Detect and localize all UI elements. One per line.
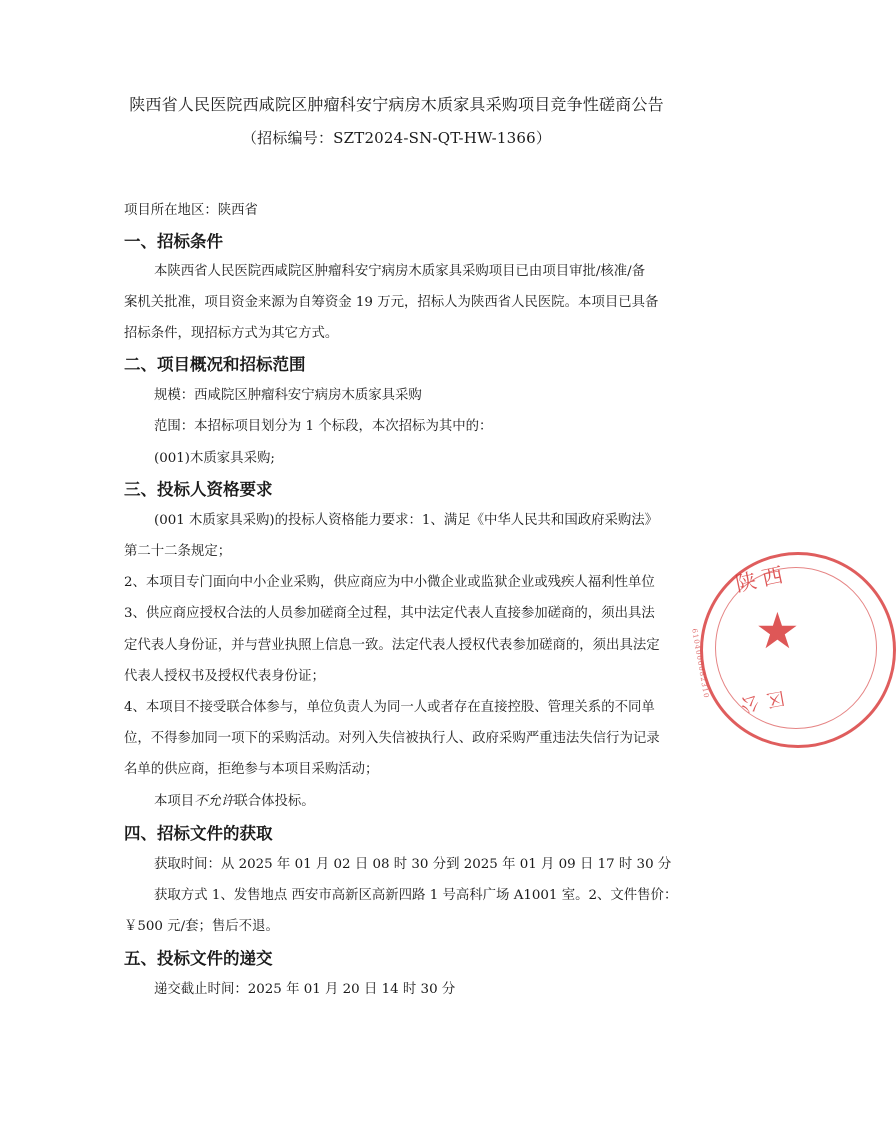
qualification-line: 位，不得参加同一项下的采购活动。对列入失信被执行人、政府采购严重违法失信行为记录 [124, 731, 660, 746]
qualification-line: 3、供应商应授权合法的人员参加磋商全过程，其中法定代表人直接参加磋商的，须出具法 [124, 606, 655, 621]
section-heading-documents: 四、招标文件的获取 [124, 824, 273, 843]
project-scope: 范围：本招标项目划分为 1 个标段，本次招标为其中的： [154, 419, 493, 434]
qualification-line: 2、本项目专门面向中小企业采购，供应商应为中小微企业或监狱企业或残疾人福利性单位 [124, 575, 655, 590]
section-heading-overview: 二、项目概况和招标范围 [124, 355, 306, 374]
submission-deadline: 递交截止时间：2025 年 01 月 20 日 14 时 30 分 [154, 982, 456, 997]
seal-star-icon: ★ [755, 602, 800, 660]
qualification-line: (001 木质家具采购)的投标人资格能力要求：1、满足《中华人民共和国政府采购法》 [154, 513, 659, 528]
qualification-line: 4、本项目不接受联合体参与，单位负责人为同一人或者存在直接控股、管理关系的不同单 [124, 700, 655, 715]
documents-method: 获取方式 1、发售地点 西安市高新区高新四路 1 号高科广场 A1001 室。2、文件售价： [154, 888, 678, 903]
conditions-text-line: 招标条件，现招标方式为其它方式。 [124, 326, 339, 341]
seal-code: 6104000082310 [690, 628, 711, 700]
consortium-note-suffix: 联合体投标。 [234, 794, 315, 809]
section-heading-qualification: 三、投标人资格要求 [124, 480, 273, 499]
section-heading-submission: 五、投标文件的递交 [124, 949, 273, 968]
section-heading-conditions: 一、招标条件 [124, 232, 223, 251]
qualification-line: 代表人授权书及授权代表身份证； [124, 669, 325, 684]
documents-time: 获取时间：从 2025 年 01 月 02 日 08 时 30 分到 2025 年 01 月 09 日 17 时 30 分 [154, 857, 672, 872]
consortium-note-prefix: 本项目 [154, 794, 195, 809]
tender-number: （招标编号：SZT2024-SN-QT-HW-1366） [241, 129, 552, 147]
consortium-note-emphasis: 不允许 [194, 794, 235, 809]
seal-top-text: 陕西 [733, 561, 792, 597]
document-title: 陕西省人民医院西咸院区肿瘤科安宁病房木质家具采购项目竞争性磋商公告 [129, 95, 664, 114]
project-lot: (001)木质家具采购; [154, 451, 275, 466]
project-scale: 规模：西咸院区肿瘤科安宁病房木质家具采购 [154, 388, 422, 403]
qualification-line: 定代表人身份证，并与营业执照上信息一致。法定代表人授权代表参加磋商的，须出具法定 [124, 638, 660, 653]
project-region: 项目所在地区：陕西省 [124, 203, 258, 218]
qualification-line: 第二十二条规定； [124, 544, 232, 559]
documents-price: ￥500 元/套；售后不退。 [124, 919, 279, 934]
qualification-line: 名单的供应商，拒绝参与本项目采购活动； [124, 762, 379, 777]
conditions-text-line: 案机关批准，项目资金来源为自筹资金 19 万元，招标人为陕西省人民医院。本项目已具备 [124, 295, 659, 310]
conditions-text-line: 本陕西省人民医院西咸院区肿瘤科安宁病房木质家具采购项目已由项目审批/核准/备 [154, 264, 646, 279]
consortium-note [154, 792, 315, 812]
seal-bottom-text: 区公 [731, 686, 787, 717]
